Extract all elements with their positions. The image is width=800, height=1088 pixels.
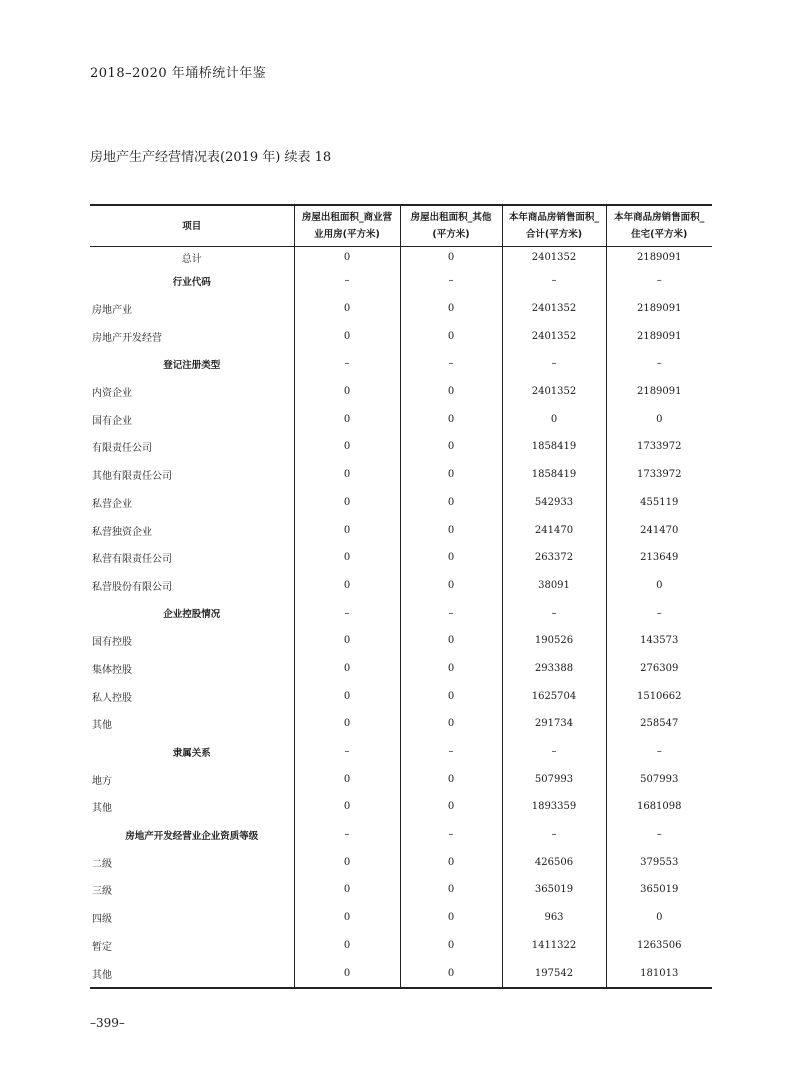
cell-rental-commercial: 0 [294, 247, 400, 268]
table-row [90, 572, 712, 600]
cell-sales-total: 190526 [502, 627, 606, 655]
real-estate-statistics-table [90, 206, 712, 987]
table-row [90, 627, 712, 655]
cell-sales-residential: 0 [606, 405, 712, 433]
cell-rental-commercial: 0 [294, 793, 400, 821]
cell-sales-residential: 2189091 [606, 322, 712, 350]
cell-rental-other: 0 [400, 489, 502, 517]
cell-rental-commercial: – [294, 821, 400, 849]
table-row [90, 876, 712, 904]
cell-sales-total: 1858419 [502, 433, 606, 461]
cell-rental-other: 0 [400, 682, 502, 710]
column-header-sales-total: 本年商品房销售面积_合计(平方米) [502, 206, 606, 247]
cell-rental-commercial: 0 [294, 932, 400, 960]
table-row [90, 405, 712, 433]
cell-sales-total: 291734 [502, 710, 606, 738]
table-header-row [90, 206, 712, 247]
cell-sales-residential: 258547 [606, 710, 712, 738]
cell-rental-commercial: 0 [294, 322, 400, 350]
cell-rental-commercial: 0 [294, 433, 400, 461]
cell-rental-commercial: – [294, 599, 400, 627]
cell-sales-total: – [502, 821, 606, 849]
row-label: 有限责任公司 [92, 443, 152, 455]
table-body [90, 247, 712, 987]
cell-sales-residential: 1733972 [606, 433, 712, 461]
cell-rental-commercial: 0 [294, 572, 400, 600]
cell-sales-total: 1893359 [502, 793, 606, 821]
row-label: 四级 [92, 914, 112, 926]
row-label: 其他 [92, 969, 112, 981]
cell-sales-residential: 2189091 [606, 378, 712, 406]
cell-rental-commercial: 0 [294, 489, 400, 517]
row-label: 国有企业 [92, 415, 132, 427]
table-row [90, 682, 712, 710]
cell-sales-total: 1625704 [502, 682, 606, 710]
cell-rental-other: 0 [400, 295, 502, 323]
cell-rental-commercial: 0 [294, 405, 400, 433]
column-header-rental-other: 房屋出租面积_其他(平方米) [400, 206, 502, 247]
cell-rental-other: – [400, 350, 502, 378]
column-header-item: 项目 [90, 206, 294, 247]
cell-sales-residential: – [606, 738, 712, 766]
table-row [90, 599, 712, 627]
cell-sales-total: 2401352 [502, 247, 606, 268]
cell-sales-total: – [502, 599, 606, 627]
cell-rental-other: – [400, 267, 502, 295]
cell-rental-commercial: – [294, 350, 400, 378]
cell-sales-total: 197542 [502, 959, 606, 987]
cell-sales-total: 2401352 [502, 295, 606, 323]
row-label: 企业控股情况 [163, 609, 221, 621]
cell-rental-commercial: 0 [294, 876, 400, 904]
cell-rental-other: 0 [400, 405, 502, 433]
row-label: 二级 [92, 858, 112, 870]
running-header: 2018–2020 年埇桥统计年鉴 [90, 66, 267, 81]
cell-sales-total: 542933 [502, 489, 606, 517]
cell-rental-other: 0 [400, 959, 502, 987]
cell-rental-commercial: 0 [294, 904, 400, 932]
table-row [90, 516, 712, 544]
table-row [90, 932, 712, 960]
row-label: 内资企业 [92, 388, 132, 400]
cell-rental-commercial: 0 [294, 378, 400, 406]
cell-sales-total: 1858419 [502, 461, 606, 489]
cell-rental-other: 0 [400, 793, 502, 821]
cell-sales-total: 1411322 [502, 932, 606, 960]
cell-sales-total: – [502, 267, 606, 295]
cell-sales-residential: – [606, 821, 712, 849]
row-label: 集体控股 [92, 664, 132, 676]
cell-sales-total: 241470 [502, 516, 606, 544]
cell-rental-other: 0 [400, 848, 502, 876]
cell-sales-residential: 2189091 [606, 247, 712, 268]
row-label: 行业代码 [172, 276, 211, 288]
cell-rental-other: 0 [400, 247, 502, 268]
cell-sales-residential: 241470 [606, 516, 712, 544]
cell-sales-residential: 181013 [606, 959, 712, 987]
cell-rental-other: 0 [400, 516, 502, 544]
cell-sales-total: 426506 [502, 848, 606, 876]
cell-sales-total: 2401352 [502, 322, 606, 350]
column-header-sales-residential: 本年商品房销售面积_住宅(平方米) [606, 206, 712, 247]
row-label: 私营企业 [92, 498, 132, 510]
cell-sales-total: 0 [502, 405, 606, 433]
table-row [90, 433, 712, 461]
row-label: 房地产开发经营 [92, 332, 162, 344]
cell-sales-total: 963 [502, 904, 606, 932]
cell-sales-residential: – [606, 350, 712, 378]
cell-sales-total: 507993 [502, 765, 606, 793]
cell-rental-commercial: 0 [294, 544, 400, 572]
table-row [90, 821, 712, 849]
cell-rental-other: 0 [400, 904, 502, 932]
cell-rental-commercial: 0 [294, 765, 400, 793]
cell-sales-residential: 379553 [606, 848, 712, 876]
cell-sales-total: – [502, 738, 606, 766]
table-row [90, 378, 712, 406]
row-label: 隶属关系 [172, 747, 211, 759]
table-row [90, 322, 712, 350]
row-label: 三级 [92, 886, 112, 898]
cell-sales-residential: 365019 [606, 876, 712, 904]
table-row [90, 738, 712, 766]
cell-rental-commercial: 0 [294, 627, 400, 655]
cell-rental-other: 0 [400, 322, 502, 350]
table-row [90, 959, 712, 987]
cell-rental-other: 0 [400, 932, 502, 960]
cell-rental-commercial: 0 [294, 461, 400, 489]
cell-sales-total: 293388 [502, 655, 606, 683]
page-number: –399– [90, 1016, 125, 1030]
row-label: 暂定 [92, 941, 112, 953]
cell-rental-other: 0 [400, 655, 502, 683]
table-row [90, 655, 712, 683]
cell-sales-residential: 1510662 [606, 682, 712, 710]
cell-sales-residential: 143573 [606, 627, 712, 655]
cell-rental-other: 0 [400, 544, 502, 572]
table-row [90, 247, 712, 268]
cell-rental-other: – [400, 738, 502, 766]
row-label: 其他有限责任公司 [92, 471, 172, 483]
table-row [90, 710, 712, 738]
cell-rental-commercial: 0 [294, 710, 400, 738]
cell-rental-other: – [400, 599, 502, 627]
cell-sales-residential: – [606, 599, 712, 627]
cell-sales-residential: 507993 [606, 765, 712, 793]
cell-sales-residential: 2189091 [606, 295, 712, 323]
row-label: 私人控股 [92, 692, 132, 704]
cell-sales-residential: 1681098 [606, 793, 712, 821]
cell-sales-residential: 213649 [606, 544, 712, 572]
cell-sales-residential: – [606, 267, 712, 295]
cell-rental-other: 0 [400, 710, 502, 738]
cell-rental-commercial: 0 [294, 682, 400, 710]
row-label: 总计 [181, 253, 202, 265]
table-row [90, 544, 712, 572]
cell-sales-total: 263372 [502, 544, 606, 572]
row-label: 房地产业 [92, 305, 132, 317]
cell-sales-residential: 1263506 [606, 932, 712, 960]
table-row [90, 461, 712, 489]
cell-rental-other: 0 [400, 433, 502, 461]
table-row [90, 350, 712, 378]
table-row [90, 848, 712, 876]
table-row [90, 489, 712, 517]
row-label: 私营股份有限公司 [92, 581, 172, 593]
cell-sales-residential: 1733972 [606, 461, 712, 489]
cell-rental-commercial: – [294, 267, 400, 295]
cell-rental-commercial: 0 [294, 848, 400, 876]
row-label: 房地产开发经营业企业资质等级 [125, 830, 259, 842]
cell-rental-other: 0 [400, 378, 502, 406]
cell-sales-total: – [502, 350, 606, 378]
cell-sales-residential: 0 [606, 572, 712, 600]
cell-rental-commercial: 0 [294, 295, 400, 323]
cell-rental-other: 0 [400, 876, 502, 904]
table-row [90, 295, 712, 323]
cell-sales-total: 365019 [502, 876, 606, 904]
cell-rental-commercial: – [294, 738, 400, 766]
cell-sales-total: 38091 [502, 572, 606, 600]
table-title: 房地产生产经营情况表(2019 年) 续表 18 [90, 150, 332, 165]
cell-rental-other: 0 [400, 461, 502, 489]
row-label: 私营有限责任公司 [92, 554, 172, 566]
cell-sales-total: 2401352 [502, 378, 606, 406]
row-label: 登记注册类型 [163, 359, 221, 371]
cell-rental-commercial: 0 [294, 516, 400, 544]
table-row [90, 793, 712, 821]
cell-rental-other: 0 [400, 572, 502, 600]
table-row [90, 765, 712, 793]
row-label: 国有控股 [92, 637, 132, 649]
column-header-rental-commercial: 房屋出租面积_商业营业用房(平方米) [294, 206, 400, 247]
cell-sales-residential: 455119 [606, 489, 712, 517]
cell-rental-other: 0 [400, 765, 502, 793]
row-label: 其他 [92, 720, 112, 732]
cell-sales-residential: 276309 [606, 655, 712, 683]
statistics-table-container [90, 204, 712, 989]
cell-sales-residential: 0 [606, 904, 712, 932]
table-row [90, 267, 712, 295]
row-label: 地方 [92, 775, 112, 787]
cell-rental-other: – [400, 821, 502, 849]
cell-rental-commercial: 0 [294, 655, 400, 683]
row-label: 其他 [92, 803, 112, 815]
cell-rental-commercial: 0 [294, 959, 400, 987]
row-label: 私营独资企业 [92, 526, 152, 538]
cell-rental-other: 0 [400, 627, 502, 655]
table-row [90, 904, 712, 932]
